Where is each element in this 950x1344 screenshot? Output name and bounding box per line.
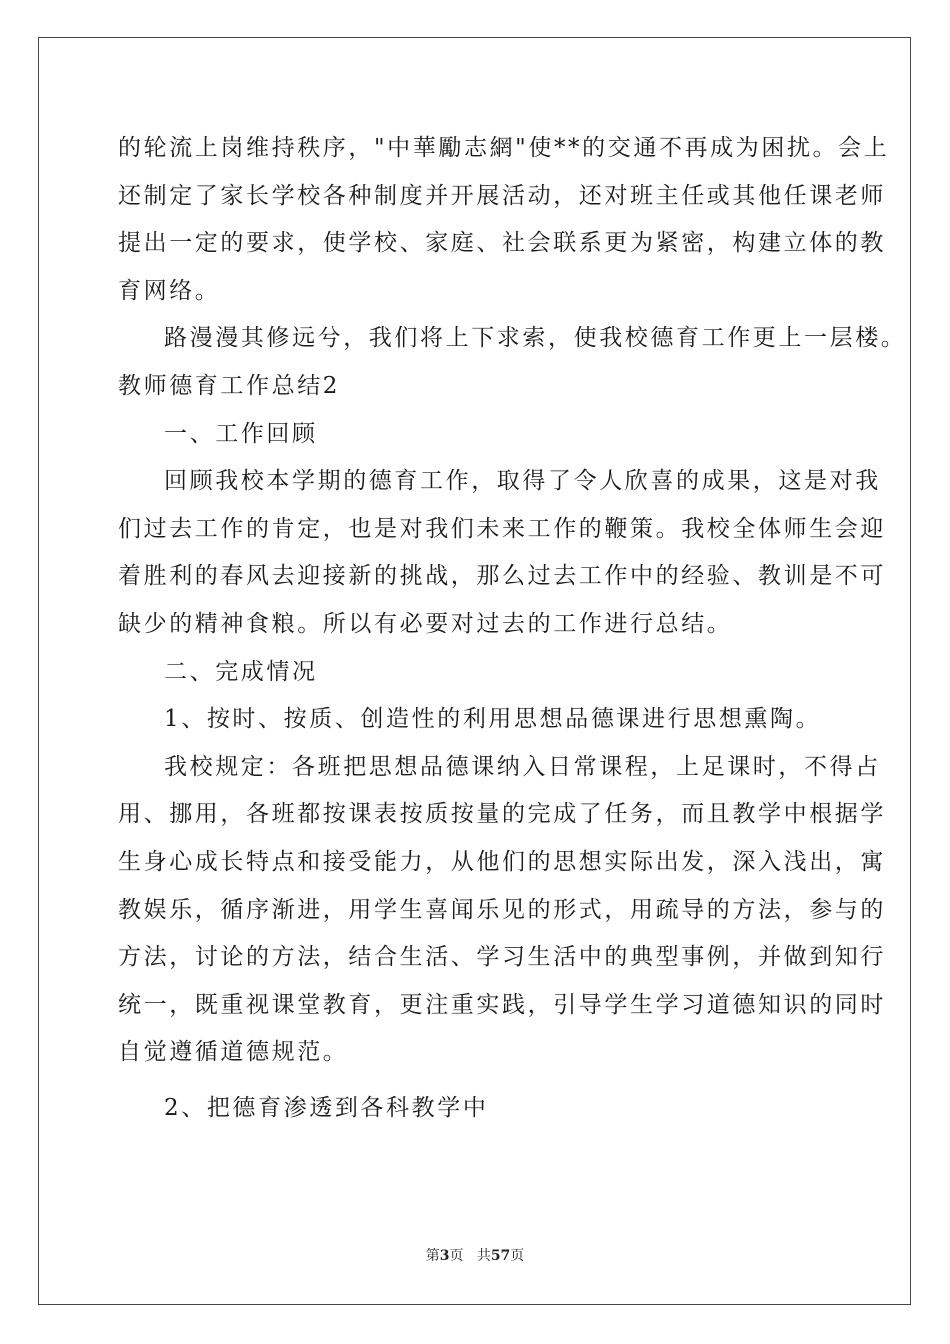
paragraph-line: 还制定了家长学校各种制度并开展活动，还对班主任或其他任课老师 xyxy=(118,182,886,209)
paragraph-line: 的轮流上岗维持秩序，"中華勵志網"使**的交通不再成为困扰。会上 xyxy=(118,135,890,161)
paragraph-line: 们过去工作的肯定，也是对我们未来工作的鞭策。我校全体师生会迎 xyxy=(118,515,886,542)
subsection-heading: 1、按时、按质、创造性的利用思想品德课进行思想熏陶。 xyxy=(164,706,822,733)
footer-total-prefix: 共 xyxy=(476,1248,491,1264)
paragraph-line: 着胜利的春风去迎接新的挑战，那么过去工作中的经验、教训是不可 xyxy=(118,563,886,590)
paragraph-line: 我校规定：各班把思想品德课纳入日常课程，上足课时，不得占 xyxy=(164,753,881,780)
section-title: 教师德育工作总结2 xyxy=(118,372,341,399)
current-page-number: 3 xyxy=(439,1248,450,1264)
section-heading: 一、工作回顾 xyxy=(164,420,318,447)
document-body xyxy=(118,125,907,1132)
subsection-heading: 2、把德育渗透到各科教学中 xyxy=(164,1094,489,1121)
paragraph-line: 用、挪用，各班都按课表按质按量的完成了任务，而且教学中根据学 xyxy=(118,801,886,828)
paragraph-line: 路漫漫其修远兮，我们将上下求索，使我校德育工作更上一层楼。 xyxy=(164,325,907,352)
paragraph-line: 缺少的精神食粮。所以有必要对过去的工作进行总结。 xyxy=(118,610,733,637)
footer-page-unit: 页 xyxy=(449,1248,464,1264)
paragraph-line: 生身心成长特点和接受能力，从他们的思想实际出发，深入浅出，寓 xyxy=(118,848,886,875)
paragraph-line: 教娱乐，循序渐进，用学生喜闻乐见的形式，用疏导的方法，参与的 xyxy=(118,896,886,923)
total-page-number: 57 xyxy=(490,1248,511,1264)
section-heading: 二、完成情况 xyxy=(164,658,318,685)
paragraph-line: 自觉遵循道德规范。 xyxy=(118,1039,349,1066)
paragraph-line: 提出一定的要求，使学校、家庭、社会联系更为紧密，构建立体的教 xyxy=(118,230,886,257)
paragraph-line: 方法，讨论的方法，结合生活、学习生活中的典型事例，并做到知行 xyxy=(118,944,886,971)
footer-prefix: 第 xyxy=(425,1248,440,1264)
footer-total-unit: 页 xyxy=(510,1248,525,1264)
paragraph-line: 育网络。 xyxy=(118,277,221,304)
paragraph-line: 统一，既重视课堂教育，更注重实践，引导学生学习道德知识的同时 xyxy=(118,991,886,1018)
paragraph-line: 回顾我校本学期的德育工作，取得了令人欣喜的成果，这是对我 xyxy=(164,468,881,495)
page-footer xyxy=(0,1246,950,1266)
